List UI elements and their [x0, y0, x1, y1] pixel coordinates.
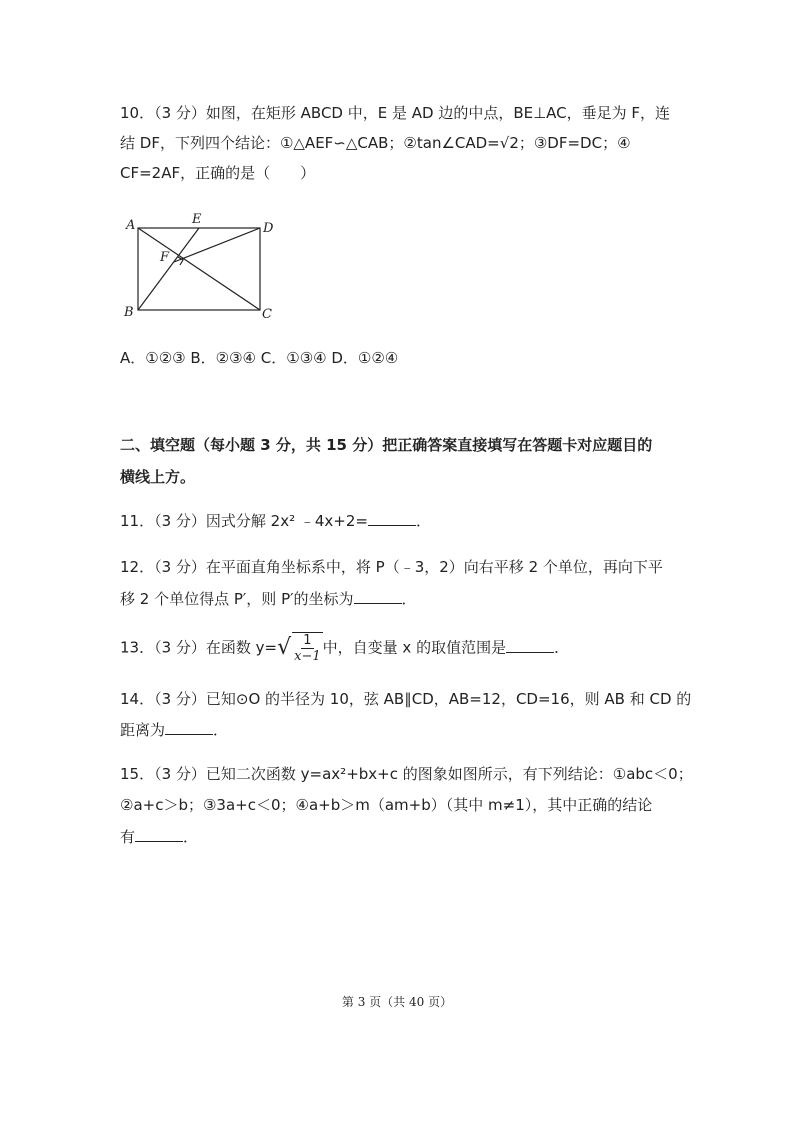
- q14-line-2: [120, 720, 228, 740]
- q12-end: ．: [401, 590, 417, 608]
- q15-line-1: 15．（3 分）已知二次函数 y=ax²+bx+c 的图象如图所示，有下列结论：①abc＜0；: [120, 765, 693, 783]
- label-f: F: [160, 250, 170, 265]
- page-footer: 第 3 页（共 40 页）: [341, 995, 453, 1009]
- q15-answer-blank: [135, 827, 183, 842]
- label-d: D: [263, 221, 274, 236]
- q13-end: ．: [554, 638, 570, 657]
- q14-end: ．: [213, 721, 229, 739]
- q12-text: 移 2 个单位得点 P′，则 P′的坐标为: [120, 590, 354, 608]
- geometry-diagram: [118, 208, 288, 323]
- q11-answer-blank: [368, 511, 416, 526]
- q12-line-2: [120, 589, 417, 609]
- label-e: E: [192, 212, 202, 227]
- q13-answer-blank: [506, 638, 554, 653]
- section2-heading-line-2: 横线上方。: [120, 468, 196, 486]
- label-a: A: [126, 218, 136, 233]
- q10-line-2: 结 DF，下列四个结论：①△AEF∽△CAB；②tan∠CAD=√2；③DF=DC；④: [120, 134, 631, 152]
- q15-line-2: ②a+c＞b；③3a+c＜0；④a+b＞m（am+b）（其中 m≠1），其中正确的结论: [120, 796, 653, 814]
- q10-options: A．①②③ B．②③④ C．①③④ D．①②④: [120, 349, 399, 367]
- q10-line-1: 10．（3 分）如图，在矩形 ABCD 中，E 是 AD 边的中点，BE⊥AC，垂足为 F，连: [120, 104, 671, 122]
- q11-end: ．: [415, 512, 431, 530]
- fraction-denominator: x−1: [294, 649, 321, 664]
- label-c: C: [262, 307, 272, 322]
- q10-rectangle-figure: [118, 208, 288, 327]
- q13: [120, 632, 569, 664]
- q13-suffix: 中，自变量 x 的取值范围是: [322, 638, 507, 657]
- fraction-numerator: 1: [303, 633, 312, 648]
- q14-text: 距离为: [120, 721, 166, 739]
- label-b: B: [124, 305, 134, 320]
- section2-heading-line-1: 二、填空题（每小题 3 分，共 15 分）把正确答案直接填写在答题卡对应题目的: [120, 436, 653, 454]
- q13-prefix: 13．（3 分）在函数 y=: [120, 638, 278, 657]
- sqrt-icon: √: [277, 635, 292, 660]
- q15-end: ．: [183, 828, 199, 846]
- fraction: [292, 632, 323, 664]
- q14-answer-blank: [165, 720, 213, 735]
- q14-line-1: 14．（3 分）已知⊙O 的半径为 10，弦 AB∥CD，AB=12，CD=16，则 AB 和 CD 的: [120, 690, 692, 708]
- segment-ac: [138, 228, 260, 310]
- sqrt-fraction: [277, 632, 323, 664]
- q15-line-3: [120, 827, 198, 847]
- q11-text: 11．（3 分）因式分解 2x² ﹣4x+2=: [120, 512, 368, 530]
- q12-answer-blank: [354, 589, 402, 604]
- q11: [120, 511, 431, 531]
- segment-be: [138, 228, 199, 310]
- q12-line-1: 12．（3 分）在平面直角坐标系中，将 P（﹣3，2）向右平移 2 个单位，再向下平: [120, 558, 663, 576]
- q10-line-3: CF=2AF，正确的是（ ）: [120, 164, 316, 182]
- q15-text: 有: [120, 828, 136, 846]
